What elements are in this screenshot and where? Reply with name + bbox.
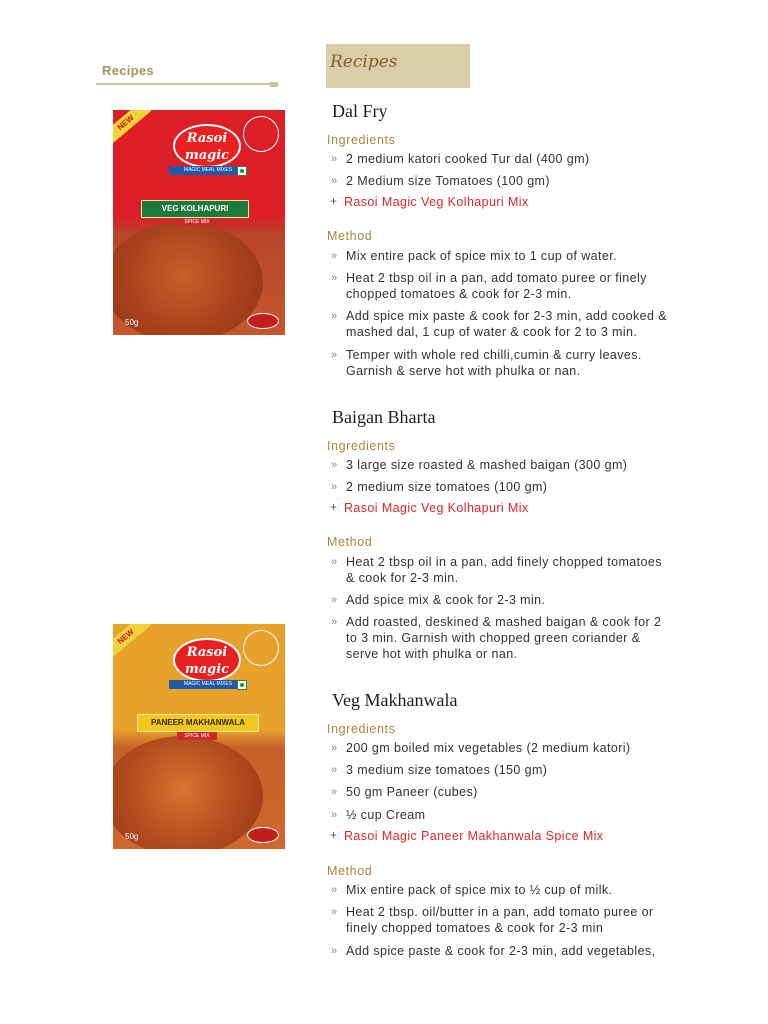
bullet-icon: » (331, 349, 338, 361)
item-text: Rasoi Magic Paneer Makhanwala Spice Mix (344, 829, 604, 843)
bullet-icon: » (331, 175, 338, 187)
item-text: 2 Medium size Tomatoes (100 gm) (346, 174, 550, 188)
ingredient-item (331, 784, 721, 800)
pack-weight: 50g (125, 832, 139, 841)
pack-sub-label: SPICE MIX (177, 732, 217, 740)
bullet-icon: » (331, 556, 338, 568)
item-text: ½ cup Cream (346, 808, 426, 822)
method-step (331, 248, 721, 264)
item-text: Heat 2 tbsp oil in a pan, add tomato puree or finely chopped tomatoes & cook for 2-3 min. (346, 271, 647, 301)
bullet-icon: » (331, 594, 338, 606)
product-pack-paneer-makhanwala (113, 624, 285, 849)
plus-icon: + (330, 500, 338, 514)
bullet-icon: » (331, 809, 338, 821)
bullet-icon: » (331, 481, 338, 493)
item-text: Add spice mix & cook for 2-3 min. (346, 593, 546, 607)
item-text: Temper with whole red chilli,cumin & curry leaves. Garnish & serve hot with phulka or nan. (346, 348, 642, 378)
sidebar-divider (96, 83, 274, 85)
method-step (331, 882, 721, 898)
method-step (331, 270, 721, 302)
item-text: Add roasted, deskined & mashed baigan & cook for 2 to 3 min. Garnish with chopped green coriander & serve hot with phulka or nan. (346, 615, 662, 661)
bullet-icon: » (331, 764, 338, 776)
item-text: 2 medium size tomatoes (100 gm) (346, 480, 548, 494)
pack-product-name: VEG KOLHAPURI (141, 200, 249, 218)
pack-badge (243, 116, 279, 152)
brand-logo: Rasoi magic (173, 124, 241, 168)
veg-symbol-icon (237, 166, 247, 176)
ingredient-item (331, 740, 721, 756)
recipe-title: Baigan Bharta (332, 407, 436, 427)
ingredient-item (331, 173, 721, 189)
pack-product-name: PANEER MAKHANWALA (137, 714, 259, 732)
section-header (326, 44, 470, 88)
item-text: Heat 2 tbsp oil in a pan, add finely chopped tomatoes & cook for 2-3 min. (346, 555, 662, 585)
method-step (331, 904, 721, 936)
method-step (331, 308, 721, 340)
method-label: Method (327, 535, 373, 549)
ingredient-item (331, 479, 721, 495)
item-text: Rasoi Magic Veg Kolhapuri Mix (344, 195, 529, 209)
ingredients-label: Ingredients (327, 439, 396, 453)
method-step (331, 592, 721, 608)
spice-mix-item (331, 194, 721, 210)
bullet-icon: » (331, 906, 338, 918)
pack-seal (247, 827, 279, 843)
recipe-title: Dal Fry (332, 101, 388, 121)
method-step (331, 347, 721, 379)
pack-tagline: MAGIC MEAL MIXES (169, 680, 247, 689)
pack-tagline: MAGIC MEAL MIXES (169, 166, 247, 175)
item-text: 2 medium katori cooked Tur dal (400 gm) (346, 152, 590, 166)
bullet-icon: » (331, 459, 338, 471)
ingredient-item (331, 151, 721, 167)
veg-symbol-icon (237, 680, 247, 690)
method-label: Method (327, 864, 373, 878)
item-text: Add spice paste & cook for 2-3 min, add vegetables, (346, 944, 656, 958)
method-step (331, 943, 721, 959)
item-text: Add spice mix paste & cook for 2-3 min, add cooked & mashed dal, 1 cup of water & cook for 2 to 3 min. (346, 309, 667, 339)
plus-icon: + (330, 828, 338, 842)
method-label: Method (327, 229, 373, 243)
item-text: Mix entire pack of spice mix to 1 cup of water. (346, 249, 617, 263)
item-text: 50 gm Paneer (cubes) (346, 785, 478, 799)
recipe-title: Veg Makhanwala (332, 690, 458, 710)
pack-new-ribbon: NEW (113, 624, 151, 660)
bullet-icon: » (331, 250, 338, 262)
bullet-icon: » (331, 616, 338, 628)
bullet-icon: » (331, 786, 338, 798)
product-pack-veg-kolhapuri (113, 110, 285, 335)
pack-weight: 50g (125, 318, 139, 327)
item-text: Rasoi Magic Veg Kolhapuri Mix (344, 501, 529, 515)
ingredients-label: Ingredients (327, 722, 396, 736)
ingredient-item (331, 762, 721, 778)
method-step (331, 554, 721, 586)
item-text: 3 large size roasted & mashed baigan (300 gm) (346, 458, 628, 472)
ingredients-label: Ingredients (327, 133, 396, 147)
sidebar-heading: Recipes (102, 63, 154, 78)
item-text: Mix entire pack of spice mix to ½ cup of milk. (346, 883, 613, 897)
spice-mix-item (331, 500, 721, 516)
ingredient-item (331, 457, 721, 473)
bullet-icon: » (331, 945, 338, 957)
brand-logo: Rasoi magic (173, 638, 241, 682)
method-step (331, 614, 721, 662)
plus-icon: + (330, 194, 338, 208)
bullet-icon: » (331, 742, 338, 754)
bullet-icon: » (331, 310, 338, 322)
bullet-icon: » (331, 272, 338, 284)
pack-new-ribbon: NEW (113, 110, 151, 146)
spice-mix-item (331, 828, 721, 844)
item-text: 3 medium size tomatoes (150 gm) (346, 763, 548, 777)
sidebar-divider-end (270, 82, 278, 87)
section-header-title: Recipes (330, 52, 398, 72)
pack-badge (243, 630, 279, 666)
pack-seal (247, 313, 279, 329)
pack-sub-label: SPICE MIX (177, 218, 217, 226)
item-text: 200 gm boiled mix vegetables (2 medium katori) (346, 741, 631, 755)
bullet-icon: » (331, 884, 338, 896)
bullet-icon: » (331, 153, 338, 165)
item-text: Heat 2 tbsp. oil/butter in a pan, add tomato puree or finely chopped tomatoes & cook for 2-3 min (346, 905, 654, 935)
ingredient-item (331, 807, 721, 823)
